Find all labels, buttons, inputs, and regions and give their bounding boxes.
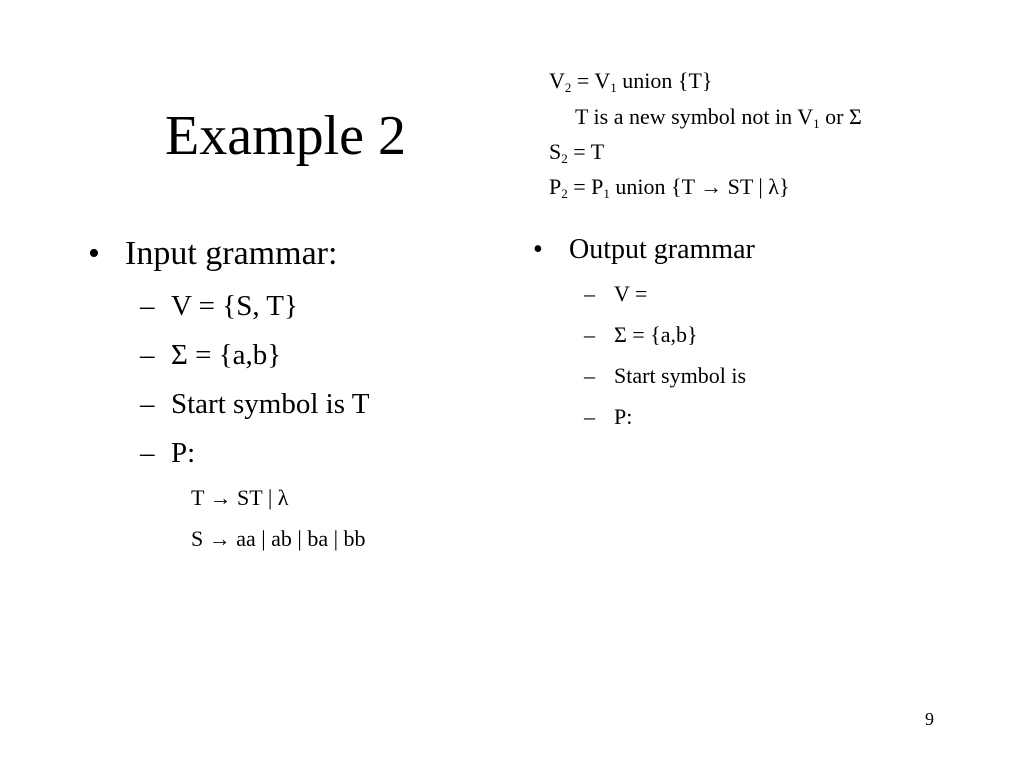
note-p2-line	[549, 172, 790, 202]
slide-title: Example 2	[165, 105, 407, 167]
page-number: 9	[925, 709, 934, 729]
input-dash-marker: –	[140, 290, 155, 322]
note-p2-base: P	[549, 174, 562, 199]
input-item-start-symbol: Start symbol is T	[171, 388, 370, 420]
output-dash-marker: –	[584, 281, 595, 306]
note-s2-sub: 2	[561, 151, 568, 166]
output-dash-marker: –	[584, 322, 595, 347]
input-dash-marker: –	[140, 339, 155, 371]
output-item-v: V =	[614, 281, 648, 306]
note-s2-line	[549, 137, 604, 167]
note-p2-eq: = P	[567, 174, 604, 199]
note-s2-base: S	[549, 139, 562, 164]
output-item-sigma: Σ = {a,b}	[614, 322, 698, 347]
output-heading: Output grammar	[569, 234, 755, 265]
note-new-symbol-text: T is a new symbol not in V	[575, 104, 814, 129]
input-item-sigma: Σ = {a,b}	[171, 339, 282, 371]
note-v2-sub: 2	[564, 80, 572, 95]
note-new-symbol-sub: 1	[813, 116, 820, 131]
note-v2-line	[549, 66, 712, 96]
input-item-productions: P:	[171, 437, 196, 469]
input-production-t: T → ST | λ	[191, 485, 289, 510]
input-heading: Input grammar:	[125, 235, 338, 272]
note-new-symbol-line	[575, 102, 862, 132]
note-p2-rest: union {T → ST | λ}	[609, 174, 790, 199]
input-item-v: V = {S, T}	[171, 290, 298, 322]
output-dash-marker: –	[584, 404, 595, 429]
note-new-symbol-rest: or Σ	[819, 104, 862, 129]
note-v2-rest: union {T}	[616, 68, 713, 93]
output-dash-marker: –	[584, 363, 595, 388]
note-v1-sub: 1	[610, 80, 617, 95]
output-bullet-marker: •	[533, 234, 543, 265]
note-v2-base: V	[549, 68, 565, 93]
input-dash-marker: –	[140, 437, 155, 469]
input-bullet-marker: •	[88, 235, 100, 272]
input-dash-marker: –	[140, 388, 155, 420]
output-item-start-symbol: Start symbol is	[614, 363, 747, 388]
note-v2-eq: = V	[571, 68, 611, 93]
note-s2-rest: = T	[567, 139, 605, 164]
output-item-productions: P:	[614, 404, 633, 429]
input-production-s: S → aa | ab | ba | bb	[191, 526, 366, 551]
note-p1-sub: 1	[603, 186, 610, 201]
note-p2-sub: 2	[561, 186, 568, 201]
